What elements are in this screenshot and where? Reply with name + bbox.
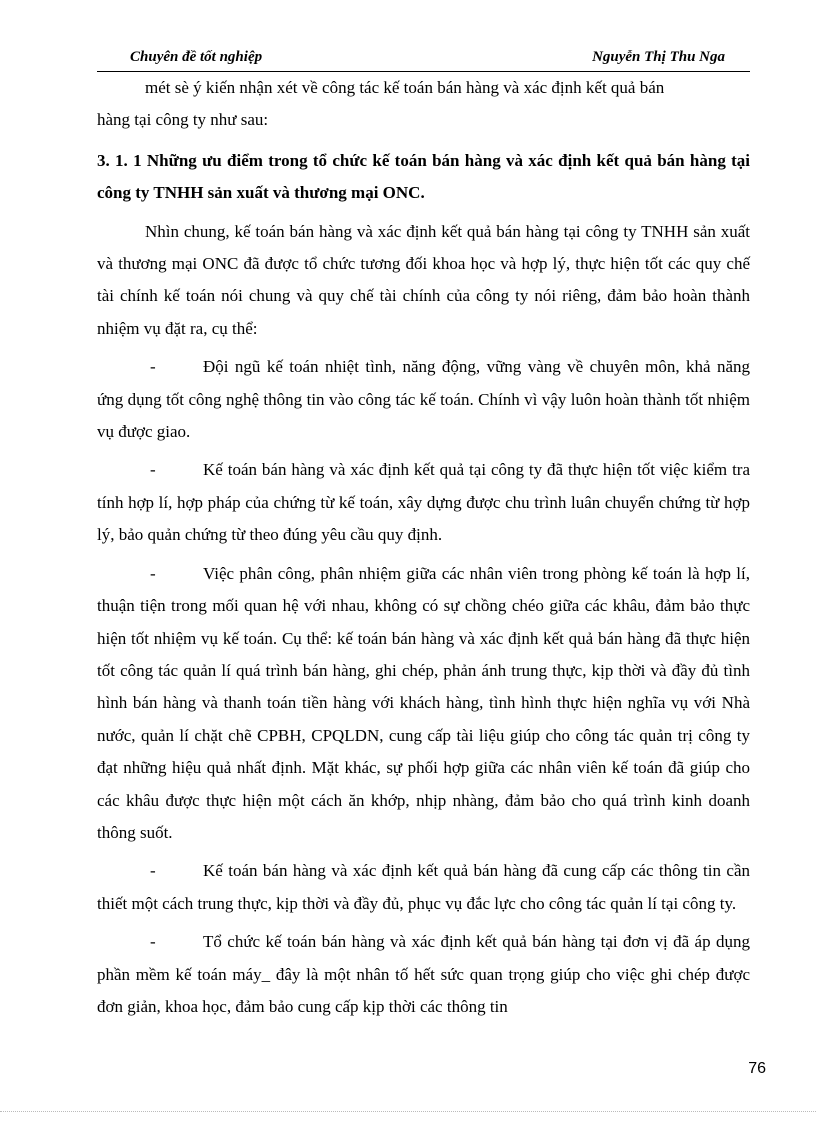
bullet-text: Kế toán bán hàng và xác định kết quả bán hàng đã cung cấp các thông tin cần thiết một cách trung thực, kịp thời và đầy đủ, phục vụ đắc lực cho công tác quản lí tại công ty.: [97, 861, 750, 913]
bullet-dash: -: [150, 932, 156, 952]
bullet-dash: -: [150, 357, 156, 377]
intro-line-1: mét sè ý kiến nhận xét về công tác kế toán bán hàng và xác định kết quả bán: [145, 78, 665, 97]
bullet-dash: -: [150, 460, 156, 480]
bullet-item: [97, 855, 750, 920]
intro-line-2: hàng tại công ty như sau:: [97, 110, 269, 130]
bullet-text: Đội ngũ kế toán nhiệt tình, năng động, vững vàng về chuyên môn, khả năng ứng dụng tốt công nghệ thông tin vào công tác kế toán. Chính vì vậy luôn hoàn thành tốt nhiệm vụ được giao.: [97, 357, 750, 442]
header-title: Chuyên đề tốt nghiệp: [130, 49, 263, 65]
bullet-text: Kế toán bán hàng và xác định kết quả tại công ty đã thực hiện tốt việc kiểm tra tính hợp lí, hợp pháp của chứng từ kế toán, xây dựng được chu trình luân chuyển chứng từ hợp lý, bảo quản chứng từ theo đúng yêu cầu quy định.: [97, 460, 750, 545]
bullet-item: [97, 558, 750, 850]
bullet-dash: -: [150, 861, 156, 881]
bullet-dash: -: [150, 563, 156, 583]
page-header: [97, 49, 750, 72]
page-number: 76: [748, 1060, 766, 1077]
bullet-item: [97, 454, 750, 551]
bullet-item: [97, 351, 750, 448]
bullet-item: [97, 926, 750, 1023]
page-bottom-divider: [0, 1111, 816, 1112]
document-body: [97, 72, 750, 1023]
bullet-text: Việc phân công, phân nhiệm giữa các nhân viên trong phòng kế toán là hợp lí, thuận tiện trong mối quan hệ với nhau, không có sự chồng chéo giữa các khâu, đảm bảo thực hiện tốt nhiệm vụ kế toán. Cụ thể: kế toán bán hàng và xác định kết quả bán hàng đã thực hiện tốt công tác quản lí quá trình bán hàng, ghi chép, phản ánh trung thực, kịp thời và đầy đủ tình hình bán hàng và thanh toán tiền hàng với khách hàng, tình hình thực hiện nghĩa vụ với Nhà nước, quản lí chặt chẽ CPBH, CPQLDN, cung cấp tài liệu giúp cho công tác quản trị công ty đạt những hiệu quả nhất định. Mặt khác, sự phối hợp giữa các nhân viên kế toán đã giúp cho các khâu được thực hiện một cách ăn khớp, nhịp nhàng, đảm bảo cho quá trình kinh doanh thông suốt.: [97, 563, 750, 842]
section-heading: 3. 1. 1 Những ưu điểm trong tổ chức kế toán bán hàng và xác định kết quả bán hàng tại công ty TNHH sản xuất và thương mại ONC.: [97, 150, 750, 203]
bullet-text: Tổ chức kế toán bán hàng và xác định kết quả bán hàng tại đơn vị đã áp dụng phần mềm kế toán máy_ đây là một nhân tố hết sức quan trọng giúp cho việc ghi chép được đơn giản, khoa học, đảm bảo cung cấp kịp thời các thông tin: [97, 932, 750, 1016]
paragraph-overview: Nhìn chung, kế toán bán hàng và xác định kết quả bán hàng tại công ty TNHH sản xuất và thương mại ONC đã được tổ chức tương đối khoa học và hợp lý, thực hiện tốt các quy chế tài chính kế toán nói chung và quy chế tài chính của công ty nói riêng, đảm bảo hoàn thành nhiệm vụ đặt ra, cụ thể:: [97, 221, 750, 338]
header-author: Nguyễn Thị Thu Nga: [592, 49, 725, 65]
